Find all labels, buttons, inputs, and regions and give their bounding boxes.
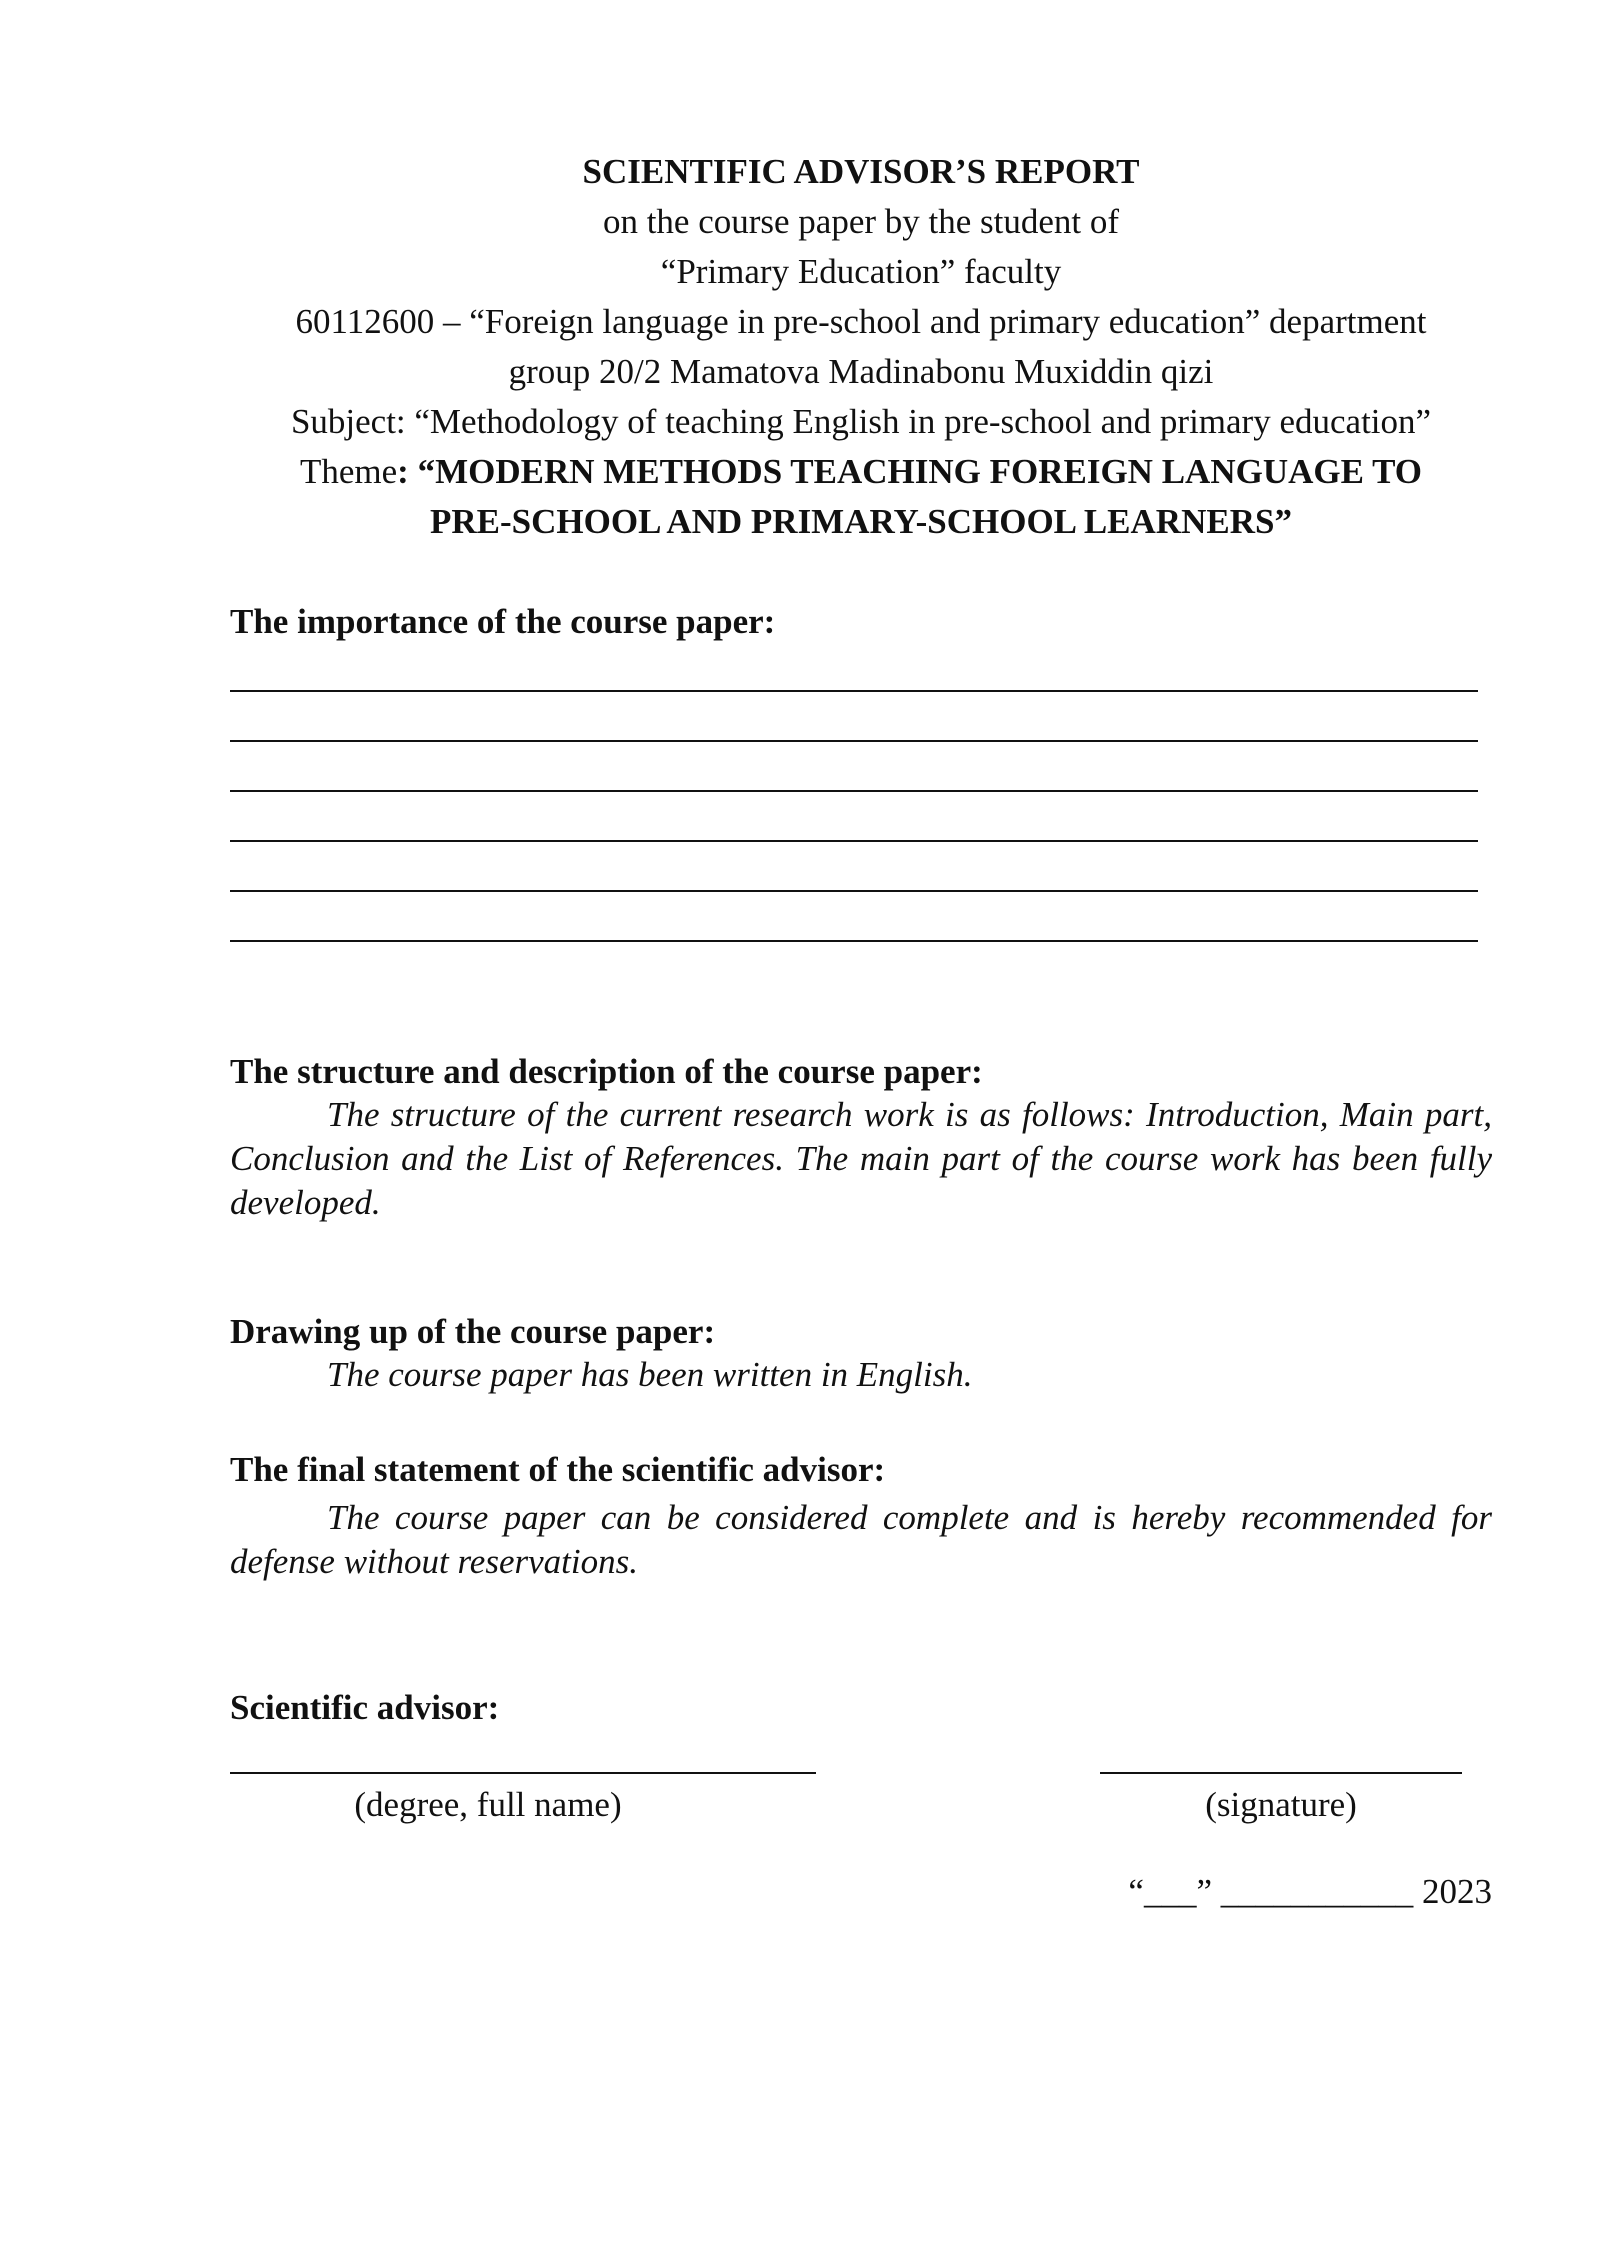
date-line: “___” ___________ 2023 [1128,1872,1492,1911]
theme-title-line1: “MODERN METHODS TEACHING FOREIGN LANGUAGE TO [417,452,1423,491]
header-line-faculty: “Primary Education” faculty [660,252,1062,291]
drawing-up-heading: Drawing up of the course paper: [230,1312,716,1351]
scientific-advisor-heading: Scientific advisor: [230,1688,500,1727]
drawing-up-text: The course paper has been written in English. [327,1355,973,1394]
importance-blank-line [230,690,1478,692]
theme-colon: : [397,452,418,491]
header-theme-line [230,452,1492,492]
importance-blank-line [230,840,1478,842]
signature-caption: (signature) [1205,1785,1357,1824]
importance-blank-line [230,890,1478,892]
theme-title-line2: PRE-SCHOOL AND PRIMARY-SCHOOL LEARNERS” [430,502,1292,541]
name-signature-line [230,1772,816,1774]
importance-blank-line [230,940,1478,942]
report-title: SCIENTIFIC ADVISOR’S REPORT [582,152,1140,191]
structure-text: The structure of the current research work is as follows: Introduction, Main part, Conclusion and the List of References. The main part of the course work has been fully developed. [230,1095,1492,1222]
importance-blank-line [230,790,1478,792]
name-caption: (degree, full name) [354,1785,622,1824]
signature-line [1100,1772,1462,1774]
header-line-group: group 20/2 Mamatova Madinabonu Muxiddin qizi [508,352,1214,391]
header-subject: Subject: “Methodology of teaching English in pre-school and primary education” [290,402,1432,441]
final-statement-heading: The final statement of the scientific advisor: [230,1450,886,1489]
header-line-student: on the course paper by the student of [602,202,1120,241]
header-line-department: 60112600 – “Foreign language in pre-school and primary education” department [295,302,1427,341]
importance-heading: The importance of the course paper: [230,602,776,641]
final-statement-text: The course paper can be considered complete and is hereby recommended for defense without reservations. [230,1498,1492,1581]
theme-label: Theme [299,452,398,491]
importance-blank-line [230,740,1478,742]
structure-heading: The structure and description of the course paper: [230,1052,983,1091]
